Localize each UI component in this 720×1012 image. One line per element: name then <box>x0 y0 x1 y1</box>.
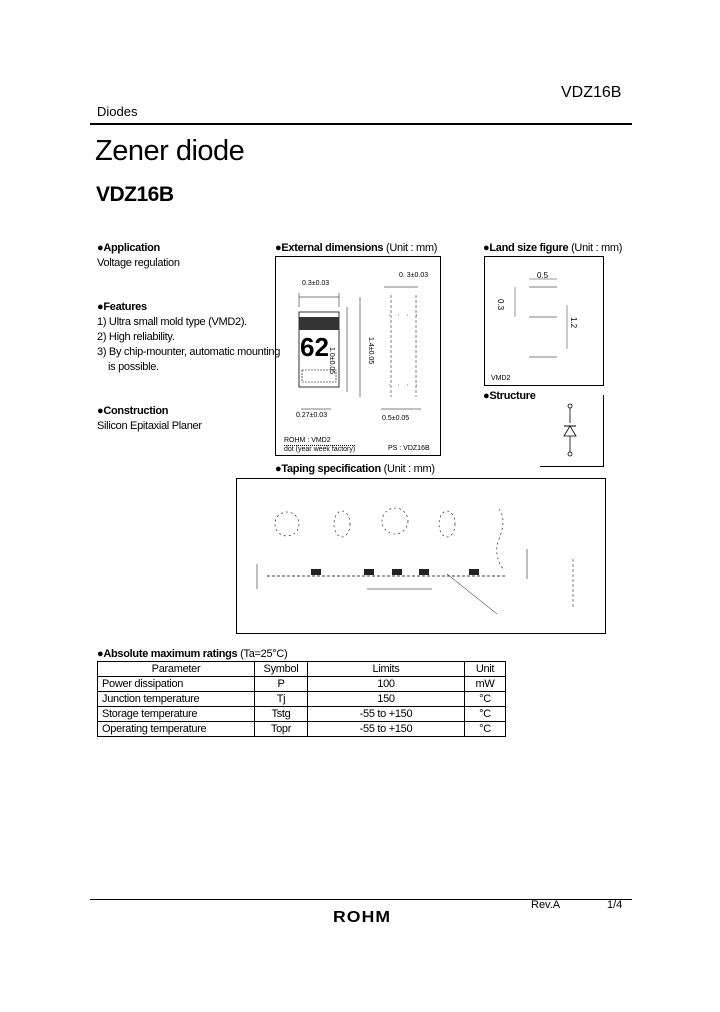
page-number: 1/4 <box>607 899 623 911</box>
construction-text: Silicon Epitaxial Planer <box>97 420 202 432</box>
table-cell: Tj <box>255 692 308 707</box>
table-cell: Tstg <box>255 707 308 722</box>
table-cell: °C <box>465 722 506 737</box>
external-dimensions-heading: ●External dimensions (Unit : mm) <box>275 242 438 254</box>
land-package-label: VMD2 <box>491 375 511 382</box>
ratings-heading: ●Absolute maximum ratings (Ta=25°C) <box>97 648 288 660</box>
land-size-heading: ●Land size figure (Unit : mm) <box>483 242 623 254</box>
package-note: dot (year week factory) <box>284 446 356 453</box>
column-header: Symbol <box>255 662 308 677</box>
table-row <box>98 677 506 692</box>
header-part-number: VDZ16B <box>561 84 622 101</box>
dimension-label: 1.4±0.05 <box>367 337 374 365</box>
table-cell: Operating temperature <box>98 722 255 737</box>
table-row <box>98 707 506 722</box>
taping-heading: ●Taping specification (Unit : mm) <box>275 463 435 475</box>
ratings-table <box>97 661 506 737</box>
table-cell: Topr <box>255 722 308 737</box>
column-header: Unit <box>465 662 506 677</box>
table-cell: °C <box>465 707 506 722</box>
category-label: Diodes <box>97 104 138 119</box>
part-subtitle: VDZ16B <box>96 183 174 206</box>
feature-item: is possible. <box>108 361 159 373</box>
page-title: Zener diode <box>95 135 245 167</box>
application-text: Voltage regulation <box>97 257 180 269</box>
table-cell: Storage temperature <box>98 707 255 722</box>
table-cell: 100 <box>308 677 465 692</box>
table-cell: P <box>255 677 308 692</box>
feature-item: 1) Ultra small mold type (VMD2). <box>97 316 247 328</box>
column-header: Limits <box>308 662 465 677</box>
feature-item: 3) By chip-mounter, automatic mounting <box>97 346 281 358</box>
structure-figure <box>540 395 604 467</box>
rohm-logo: ROHM <box>333 909 392 926</box>
taping-figure <box>236 478 606 634</box>
application-heading: ●Application <box>97 242 160 254</box>
construction-heading: ●Construction <box>97 405 169 417</box>
dimension-label: 0.5±0.05 <box>382 415 410 422</box>
table-cell: mW <box>465 677 506 692</box>
table-cell: 150 <box>308 692 465 707</box>
land-size-figure <box>484 256 604 386</box>
table-cell: Power dissipation <box>98 677 255 692</box>
package-note: PS : VDZ16B <box>388 445 430 452</box>
package-note: ROHM : VMD2 <box>284 437 331 444</box>
table-header-row <box>98 662 506 677</box>
land-dimension-label: 0.3 <box>496 299 505 311</box>
features-heading: ●Features <box>97 301 147 313</box>
revision-label: Rev.A <box>531 899 561 911</box>
tape-drawing <box>237 479 605 633</box>
structure-heading: ●Structure <box>483 390 536 402</box>
dimension-label: 0. 3±0.03 <box>399 272 429 279</box>
table-row <box>98 722 506 737</box>
dimension-label: 1.0±0.05 <box>328 347 335 375</box>
table-cell: -55 to +150 <box>308 707 465 722</box>
feature-item: 2) High reliability. <box>97 331 175 343</box>
dimension-label: 0.3±0.03 <box>302 280 330 287</box>
package-marking: 62 <box>300 332 329 362</box>
zener-diode-symbol <box>540 395 602 465</box>
table-row <box>98 692 506 707</box>
header-rule <box>90 123 632 125</box>
land-dimension-label: 1.2 <box>569 317 578 329</box>
table-cell: °C <box>465 692 506 707</box>
table-cell: Junction temperature <box>98 692 255 707</box>
land-dimension-label: 0.5 <box>537 271 549 280</box>
external-dimensions-figure <box>275 256 441 456</box>
column-header: Parameter <box>98 662 255 677</box>
table-cell: -55 to +150 <box>308 722 465 737</box>
dimension-label: 0.27±0.03 <box>296 412 328 419</box>
